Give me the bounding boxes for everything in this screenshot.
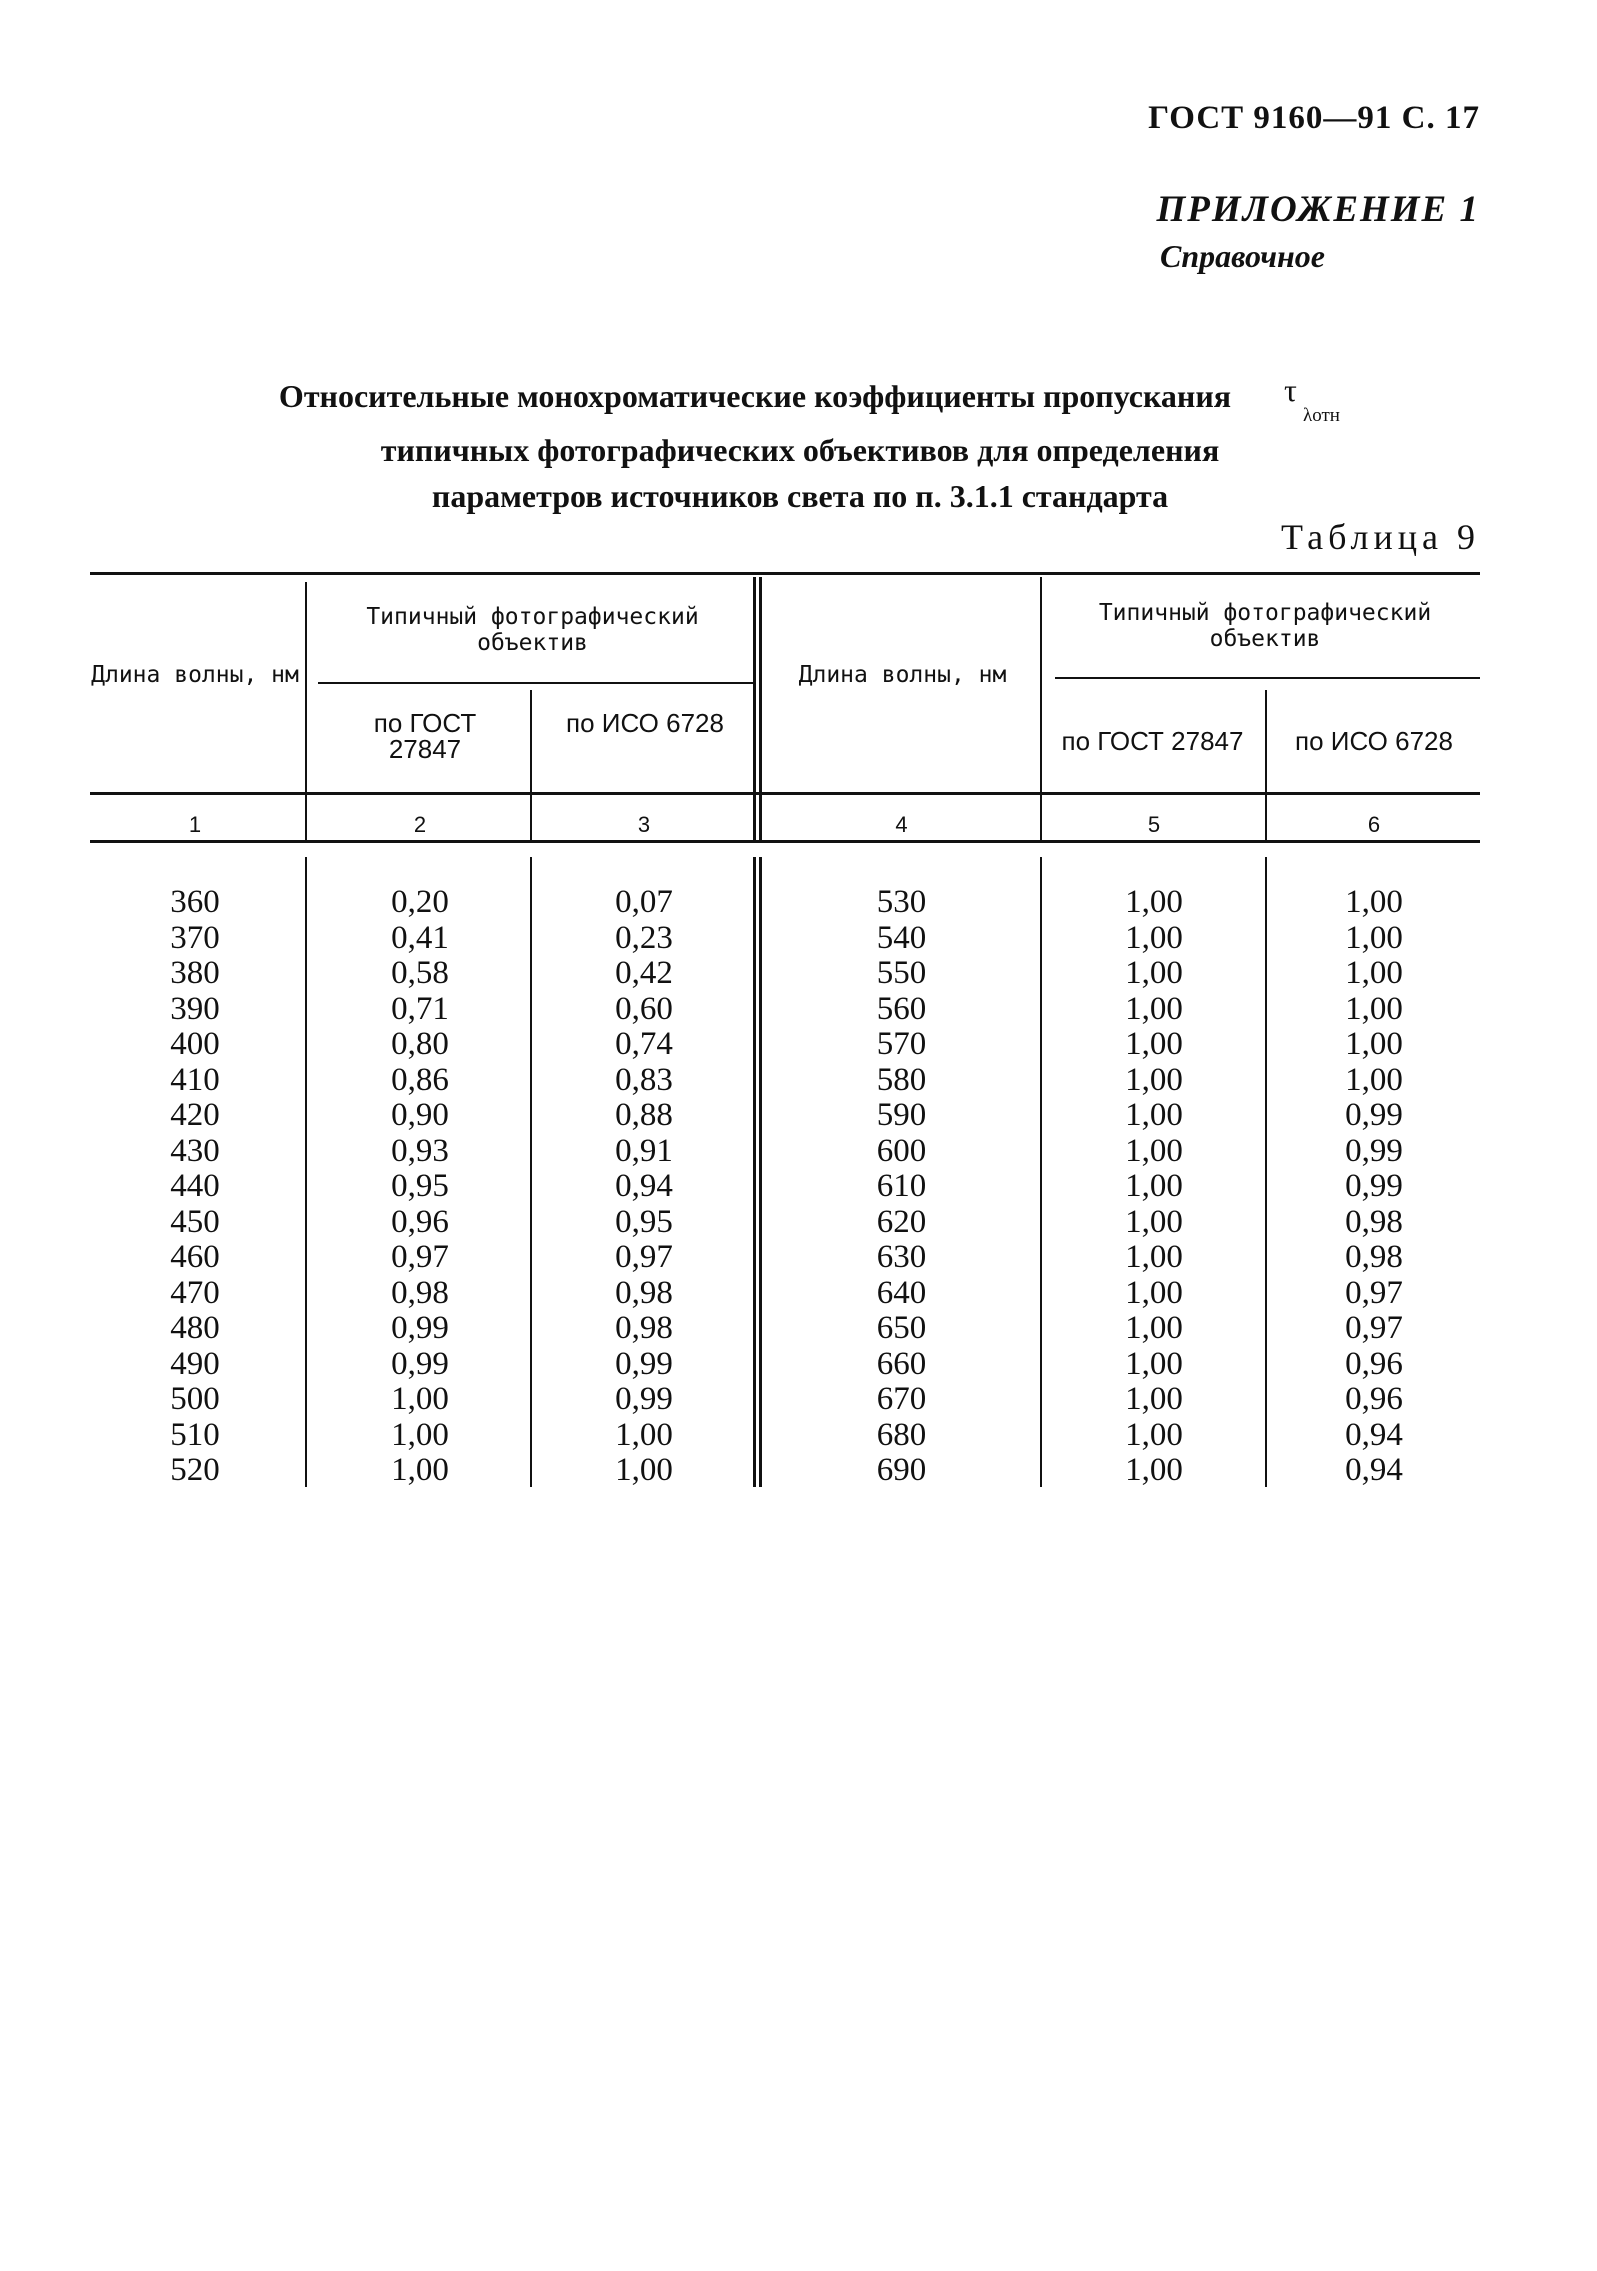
table-cell: 1,00 (1345, 955, 1403, 991)
table-cell: 0,97 (391, 1239, 449, 1275)
table-cell: 500 (170, 1381, 220, 1417)
table-cell: 0,98 (615, 1310, 673, 1346)
table-cell: 1,00 (391, 1416, 449, 1453)
table-cell: 650 (876, 1310, 927, 1346)
header-lens-group-right: Типичный фотографический объектив (1098, 600, 1432, 652)
table-cell: 1,00 (1345, 884, 1403, 920)
table-cell: 1,00 (391, 1452, 449, 1488)
table-cell: 0,86 (391, 1061, 449, 1098)
tau-symbol: τ (1284, 372, 1297, 408)
table-cell: 1,00 (1345, 1061, 1403, 1098)
table-cell: 640 (876, 1274, 927, 1311)
table-cell: 1,00 (1125, 1345, 1183, 1382)
table-cell: 0,94 (1345, 1452, 1403, 1488)
body-divider-1 (305, 857, 307, 1487)
table-label: Таблица 9 (1281, 517, 1480, 557)
table-cell: 1,00 (1125, 1239, 1183, 1275)
divider-2 (530, 690, 532, 840)
title-line-3: параметров источников света по п. 3.1.1 стандарта (431, 478, 1169, 514)
table-cell: 690 (876, 1452, 927, 1488)
header-gost-right: по ГОСТ 27847 (1061, 726, 1244, 756)
table-cell: 0,95 (391, 1168, 449, 1204)
table-cell: 0,96 (1345, 1381, 1403, 1417)
header-wavelength-left: Длина волны, нм (91, 662, 299, 688)
table-cell: 0,94 (615, 1168, 673, 1204)
table-cell: 1,00 (615, 1416, 673, 1453)
table-cell: 1,00 (1125, 955, 1183, 991)
table-cell: 0,98 (1345, 1239, 1403, 1275)
table-cell: 1,00 (391, 1381, 449, 1417)
table-cell: 450 (170, 1203, 220, 1240)
column-number: 4 (895, 812, 908, 837)
header-gost-left: по ГОСТ 27847 (373, 708, 477, 764)
table-cell: 0,42 (615, 955, 673, 991)
column-number-rule (90, 840, 1480, 843)
table-cell: 0,97 (615, 1239, 673, 1275)
table-cell: 0,07 (615, 884, 673, 920)
table-cell: 470 (170, 1274, 220, 1311)
lens-group-rule-left (318, 682, 753, 684)
divider-1 (305, 582, 307, 840)
table-cell: 1,00 (1345, 1026, 1403, 1062)
table-cell: 430 (170, 1132, 220, 1169)
table-cell: 1,00 (1125, 1381, 1183, 1417)
table-cell: 680 (876, 1416, 927, 1453)
header-bottom-rule (90, 792, 1480, 795)
table-cell: 1,00 (1125, 1274, 1183, 1311)
table-cell: 0,71 (391, 990, 449, 1027)
table-cell: 0,94 (1345, 1416, 1403, 1453)
table-cell: 1,00 (1125, 919, 1183, 956)
page-header: ГОСТ 9160—91 С. 17 (1148, 100, 1480, 136)
body-divider-4 (1040, 857, 1042, 1487)
table-cell: 390 (170, 990, 220, 1027)
table-cell: 0,98 (391, 1274, 449, 1311)
table-cell: 530 (876, 884, 927, 920)
table-cell: 360 (170, 884, 220, 920)
table-cell: 440 (170, 1168, 220, 1204)
table-cell: 540 (876, 919, 927, 956)
table-cell: 550 (876, 955, 927, 991)
table-cell: 0,74 (615, 1026, 673, 1062)
body-divider-3a (753, 857, 756, 1487)
table-cell: 0,95 (615, 1203, 673, 1240)
table-cell: 370 (170, 919, 220, 956)
table-top-rule (90, 572, 1480, 575)
table-cell: 0,96 (391, 1203, 449, 1240)
table-cell: 0,90 (391, 1097, 449, 1133)
table-cell: 1,00 (1125, 1416, 1183, 1453)
table-cell: 590 (876, 1097, 927, 1133)
body-divider-5 (1265, 857, 1267, 1487)
table-cell: 520 (170, 1452, 220, 1488)
title-line-1: Относительные монохроматические коэффициенты пропускания (278, 378, 1232, 414)
lens-group-rule-right (1055, 677, 1480, 679)
table-cell: 0,93 (391, 1132, 449, 1169)
table-cell: 0,99 (1345, 1097, 1403, 1133)
tau-subscript: λотн (1303, 405, 1340, 426)
table-cell: 1,00 (1125, 1026, 1183, 1062)
table-cell: 1,00 (1125, 1061, 1183, 1098)
table-cell: 0,41 (391, 919, 449, 956)
header-lens-group-left: Типичный фотографический объектив (366, 604, 699, 656)
table-cell: 0,96 (1345, 1345, 1403, 1382)
table-cell: 570 (876, 1026, 927, 1062)
table-cell: 510 (170, 1416, 220, 1453)
body-divider-3b (759, 857, 762, 1487)
table-cell: 600 (876, 1132, 927, 1169)
divider-3a (753, 577, 756, 840)
column-number: 3 (637, 812, 651, 837)
table-cell: 0,58 (391, 955, 449, 991)
header-iso-right: по ИСО 6728 (1295, 726, 1453, 756)
table-cell: 0,83 (615, 1061, 673, 1098)
table-cell: 1,00 (1125, 1168, 1183, 1204)
table-cell: 660 (876, 1345, 927, 1382)
table-cell: 0,99 (1345, 1132, 1403, 1169)
table-cell: 0,98 (1345, 1203, 1403, 1240)
table-cell: 420 (170, 1097, 220, 1133)
table-cell: 1,00 (1125, 1132, 1183, 1169)
column-number: 1 (188, 812, 202, 837)
table-cell: 460 (170, 1239, 220, 1275)
table-cell: 0,23 (615, 919, 673, 956)
table-cell: 1,00 (1125, 1097, 1183, 1133)
divider-4 (1040, 577, 1042, 840)
body-divider-2 (530, 857, 532, 1487)
column-number: 6 (1367, 812, 1381, 837)
table-cell: 1,00 (1125, 1452, 1183, 1488)
column-number: 2 (413, 812, 427, 837)
appendix-subtitle: Справочное (1160, 238, 1325, 274)
table-cell: 0,99 (615, 1345, 673, 1382)
table-cell: 1,00 (1345, 919, 1403, 956)
table-cell: 1,00 (1125, 1203, 1183, 1240)
table-cell: 610 (876, 1168, 927, 1204)
table-cell: 1,00 (1125, 990, 1183, 1027)
table-cell: 400 (170, 1026, 220, 1062)
table-cell: 1,00 (1125, 1310, 1183, 1346)
table-cell: 0,99 (615, 1381, 673, 1417)
table-cell: 1,00 (1345, 990, 1403, 1027)
table-cell: 0,80 (391, 1026, 449, 1062)
table-cell: 0,60 (615, 990, 673, 1027)
table-cell: 1,00 (615, 1452, 673, 1488)
table-cell: 0,88 (615, 1097, 673, 1133)
table-cell: 0,97 (1345, 1310, 1403, 1346)
table-cell: 0,99 (391, 1310, 449, 1346)
table-cell: 0,99 (391, 1345, 449, 1382)
divider-5 (1265, 690, 1267, 840)
table-cell: 0,20 (391, 884, 449, 920)
table-cell: 410 (170, 1061, 220, 1098)
table-cell: 380 (170, 955, 220, 991)
table-cell: 630 (876, 1239, 927, 1275)
table-cell: 0,91 (615, 1132, 673, 1169)
table-cell: 670 (876, 1381, 927, 1417)
header-wavelength-right: Длина волны, нм (798, 662, 1007, 688)
divider-3b (759, 577, 762, 840)
table-cell: 1,00 (1125, 884, 1183, 920)
table-cell: 620 (876, 1203, 927, 1240)
table-cell: 560 (876, 990, 927, 1027)
table-cell: 0,98 (615, 1274, 673, 1311)
column-number: 5 (1147, 812, 1161, 837)
title-line-2: типичных фотографических объективов для определения (380, 432, 1220, 468)
table-cell: 0,97 (1345, 1274, 1403, 1311)
table-cell: 490 (170, 1345, 220, 1382)
table-cell: 580 (876, 1061, 927, 1098)
appendix-title: ПРИЛОЖЕНИЕ 1 (1156, 189, 1480, 230)
table-cell: 0,99 (1345, 1168, 1403, 1204)
header-iso-left: по ИСО 6728 (566, 708, 724, 738)
table-cell: 480 (170, 1310, 220, 1346)
